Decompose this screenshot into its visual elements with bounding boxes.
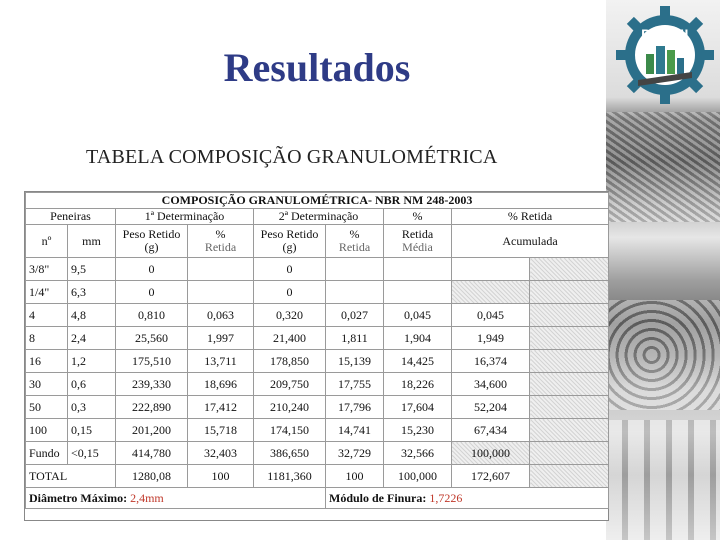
cell-pct2 bbox=[326, 281, 384, 304]
sieve-number: Fundo bbox=[26, 442, 68, 465]
cell-peso2: 0 bbox=[254, 281, 326, 304]
diametro-maximo: Diâmetro Máximo: 2,4mm bbox=[26, 488, 326, 509]
cell-pct1: 0,063 bbox=[188, 304, 254, 327]
cell-peso2: 0 bbox=[254, 258, 326, 281]
sieve-number: 30 bbox=[26, 373, 68, 396]
cell-peso2: 0,320 bbox=[254, 304, 326, 327]
sieve-mm: <0,15 bbox=[68, 442, 116, 465]
cell-media: 15,230 bbox=[384, 419, 452, 442]
sieve-number: 50 bbox=[26, 396, 68, 419]
shaded-cell bbox=[530, 465, 609, 488]
cell-acum: 0,045 bbox=[452, 304, 530, 327]
cell-pct2: 1,811 bbox=[326, 327, 384, 350]
cell-pct2: 32,729 bbox=[326, 442, 384, 465]
cell-pct1 bbox=[188, 281, 254, 304]
cell-media: 1,904 bbox=[384, 327, 452, 350]
cell-peso1: 25,560 bbox=[116, 327, 188, 350]
header-peso2: Peso Retido (g) bbox=[254, 225, 326, 258]
cell-acum: 67,434 bbox=[452, 419, 530, 442]
cell-pct1: 13,711 bbox=[188, 350, 254, 373]
sieve-mm: 9,5 bbox=[68, 258, 116, 281]
sieve-number: 4 bbox=[26, 304, 68, 327]
cell-pct2: 0,027 bbox=[326, 304, 384, 327]
cell-pct2 bbox=[326, 258, 384, 281]
cell-media: 0,045 bbox=[384, 304, 452, 327]
header-n: nº bbox=[26, 225, 68, 258]
sieve-mm: 0,3 bbox=[68, 396, 116, 419]
sieve-number: 3/8" bbox=[26, 258, 68, 281]
cell-acum: 1,949 bbox=[452, 327, 530, 350]
cell-peso1: 0,810 bbox=[116, 304, 188, 327]
cell-peso1: 222,890 bbox=[116, 396, 188, 419]
table-row bbox=[26, 373, 609, 396]
cell-media: 18,226 bbox=[384, 373, 452, 396]
header-det1: 1ª Determinação bbox=[116, 209, 254, 225]
granulometry-table bbox=[25, 192, 609, 509]
page-title: Resultados bbox=[223, 45, 411, 90]
cell-media: 14,425 bbox=[384, 350, 452, 373]
sieve-number: 1/4" bbox=[26, 281, 68, 304]
cell-pct2: 17,755 bbox=[326, 373, 384, 396]
shaded-cell bbox=[530, 304, 609, 327]
table-caption: COMPOSIÇÃO GRANULOMÉTRICA- NBR NM 248-2003 bbox=[26, 193, 609, 209]
road-photo bbox=[606, 112, 720, 222]
cell-media bbox=[384, 258, 452, 281]
cell-peso2: 178,850 bbox=[254, 350, 326, 373]
sieve-mm: 6,3 bbox=[68, 281, 116, 304]
cell-peso2: 386,650 bbox=[254, 442, 326, 465]
cell-pct2: 14,741 bbox=[326, 419, 384, 442]
cell-peso2: 210,240 bbox=[254, 396, 326, 419]
table-row bbox=[26, 258, 609, 281]
cell-media: 32,566 bbox=[384, 442, 452, 465]
cell-acum: 52,204 bbox=[452, 396, 530, 419]
cell-peso1: 0 bbox=[116, 281, 188, 304]
header-pct1: % Retida bbox=[188, 225, 254, 258]
table-row bbox=[26, 419, 609, 442]
cell-peso1: 201,200 bbox=[116, 419, 188, 442]
shaded-cell bbox=[530, 281, 609, 304]
cell-peso2: 174,150 bbox=[254, 419, 326, 442]
header-pct2: % Retida bbox=[326, 225, 384, 258]
cell-pct1 bbox=[188, 258, 254, 281]
shaded-cell bbox=[530, 419, 609, 442]
table-row bbox=[26, 442, 609, 465]
sieve-mm: 2,4 bbox=[68, 327, 116, 350]
footer-row bbox=[26, 488, 609, 509]
cell-acum: 34,600 bbox=[452, 373, 530, 396]
cell-peso1: 414,780 bbox=[116, 442, 188, 465]
bricks-photo bbox=[606, 420, 720, 540]
cell-peso1: 239,330 bbox=[116, 373, 188, 396]
shaded-cell bbox=[530, 442, 609, 465]
cell-media bbox=[384, 281, 452, 304]
header-retida-acum: % Retida bbox=[452, 209, 609, 225]
pipes-photo bbox=[606, 300, 720, 410]
sieve-mm: 1,2 bbox=[68, 350, 116, 373]
shaded-cell bbox=[530, 350, 609, 373]
shaded-cell bbox=[530, 327, 609, 350]
logo-text: PEC III bbox=[641, 26, 689, 42]
total-media: 100,000 bbox=[384, 465, 452, 488]
sieve-number: 16 bbox=[26, 350, 68, 373]
cell-acum: 16,374 bbox=[452, 350, 530, 373]
cell-pct1: 32,403 bbox=[188, 442, 254, 465]
cell-peso1: 175,510 bbox=[116, 350, 188, 373]
header-det2: 2ª Determinação bbox=[254, 209, 384, 225]
sieve-mm: 0,6 bbox=[68, 373, 116, 396]
cell-media: 17,604 bbox=[384, 396, 452, 419]
table-row bbox=[26, 327, 609, 350]
header-acum: Acumulada bbox=[452, 225, 609, 258]
total-pct1: 100 bbox=[188, 465, 254, 488]
cell-peso2: 209,750 bbox=[254, 373, 326, 396]
sieve-mm: 0,15 bbox=[68, 419, 116, 442]
header-mm: mm bbox=[68, 225, 116, 258]
total-pct2: 100 bbox=[326, 465, 384, 488]
cell-pct1: 17,412 bbox=[188, 396, 254, 419]
cell-pct2: 17,796 bbox=[326, 396, 384, 419]
header-retida-pct: % bbox=[384, 209, 452, 225]
table-row bbox=[26, 396, 609, 419]
cell-acum: 100,000 bbox=[452, 442, 530, 465]
header-media: Retida Média bbox=[384, 225, 452, 258]
cell-acum bbox=[452, 281, 530, 304]
total-peso1: 1280,08 bbox=[116, 465, 188, 488]
cell-pct1: 15,718 bbox=[188, 419, 254, 442]
table-row bbox=[26, 350, 609, 373]
sieve-number: 100 bbox=[26, 419, 68, 442]
shaded-cell bbox=[530, 373, 609, 396]
total-row bbox=[26, 465, 609, 488]
total-peso2: 1181,360 bbox=[254, 465, 326, 488]
cell-pct2: 15,139 bbox=[326, 350, 384, 373]
cell-pct1: 1,997 bbox=[188, 327, 254, 350]
cell-acum bbox=[452, 258, 530, 281]
header-peso1: Peso Retido (g) bbox=[116, 225, 188, 258]
cell-peso2: 21,400 bbox=[254, 327, 326, 350]
total-label: TOTAL bbox=[26, 465, 116, 488]
header-peneiras: Peneiras bbox=[26, 209, 116, 225]
cell-pct1: 18,696 bbox=[188, 373, 254, 396]
shaded-cell bbox=[530, 396, 609, 419]
sieve-mm: 4,8 bbox=[68, 304, 116, 327]
sieve-number: 8 bbox=[26, 327, 68, 350]
modulo-finura: Módulo de Finura: 1,7226 bbox=[326, 488, 609, 509]
table-row bbox=[26, 281, 609, 304]
total-acum: 172,607 bbox=[452, 465, 530, 488]
page-subtitle: TABELA COMPOSIÇÃO GRANULOMÉTRICA bbox=[86, 146, 498, 168]
table-row bbox=[26, 304, 609, 327]
cell-peso1: 0 bbox=[116, 258, 188, 281]
granulometry-table-container bbox=[24, 191, 609, 521]
shaded-cell bbox=[530, 258, 609, 281]
